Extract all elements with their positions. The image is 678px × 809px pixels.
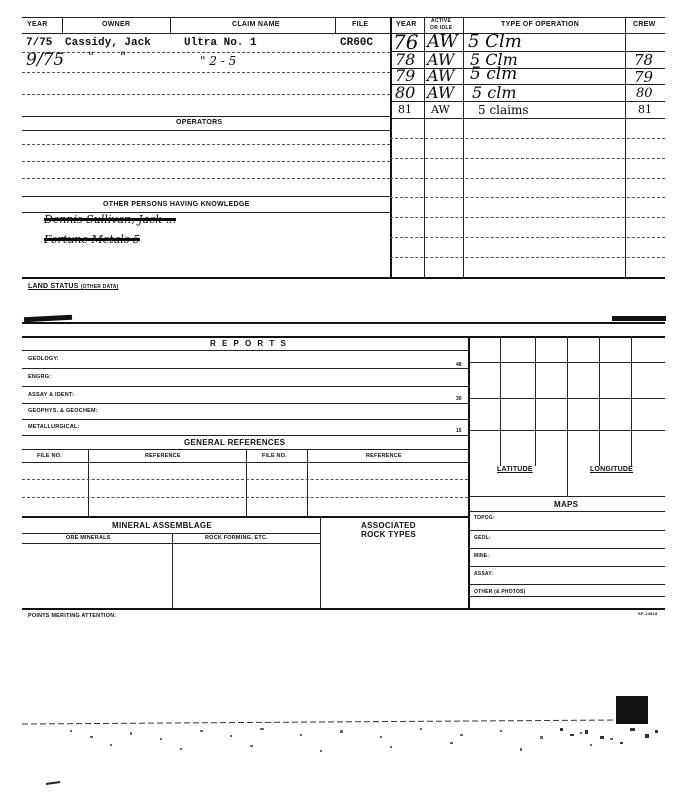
op-row-4-crew: 80 (636, 86, 653, 101)
report-metallurgical-num: 15 (456, 428, 462, 434)
others-struck-2: Fortune Metals 5 (44, 233, 140, 246)
map-other: OTHER (& PHOTOS) (474, 589, 526, 595)
op-row-1-year: 76 (393, 30, 419, 54)
header-crew: CREW (633, 21, 656, 28)
header-file: FILE (352, 21, 369, 28)
op-row-1-type: 5 Clm (468, 31, 522, 52)
points-meriting-attention: POINTS MERITING ATTENTION: (28, 613, 117, 619)
assoc-rock-2: ROCK TYPES (361, 530, 417, 539)
mineral-ore: ORE MINERALS (66, 535, 111, 541)
claim-row-1-file: CR60C (340, 37, 374, 49)
form-number: SP-14818 (638, 611, 658, 616)
op-row-4-status: AW (427, 83, 455, 102)
header-claim-name: CLAIM NAME (232, 21, 280, 28)
report-assay-num: 30 (456, 396, 462, 402)
map-mine: MINE: (474, 553, 490, 559)
mineral-rock-forming: ROCK FORMING, ETC. (205, 535, 268, 541)
op-row-5-year: 81 (398, 103, 412, 116)
op-row-3-type: 5 clm (470, 64, 518, 84)
op-row-3-crew: 79 (634, 68, 654, 86)
others-struck-1: Dennis Sullivan, Jack ... (44, 213, 176, 226)
map-geol: GEOL: (474, 535, 491, 541)
claim-row-2-claim: " 2 - 5 (200, 54, 237, 68)
header-or-idle: OR IDLE (430, 25, 453, 31)
gr-col-file-no-2: FILE NO. (262, 453, 287, 459)
op-row-2-year: 78 (395, 50, 416, 69)
assoc-rock-1: ASSOCIATED (361, 521, 416, 530)
claim-row-2-owner-2: " (120, 50, 126, 65)
maps-title: MAPS (554, 500, 579, 509)
header-owner: OWNER (102, 21, 131, 28)
latitude-label: LATITUDE (497, 466, 533, 473)
op-row-3-year: 79 (395, 66, 416, 85)
report-geology: GEOLOGY: (28, 356, 59, 362)
gr-col-reference-2: REFERENCE (366, 453, 402, 459)
claim-row-1-claim: Ultra No. 1 (184, 37, 257, 49)
report-geophys: GEOPHYS. & GEOCHEM: (28, 408, 98, 414)
op-row-5-status: AW (431, 103, 450, 116)
gr-col-file-no-1: FILE NO. (37, 453, 62, 459)
claim-row-2-owner: " (88, 50, 94, 65)
land-status-label: LAND STATUS (OTHER DATA) (28, 283, 119, 290)
map-topog: TOPOG: (474, 515, 495, 521)
report-metallurgical: METALLURGICAL: (28, 424, 80, 430)
report-geology-num: 48 (456, 362, 462, 368)
op-row-4-year: 80 (395, 83, 416, 102)
header-type-of-operation: TYPE OF OPERATION (501, 21, 580, 28)
op-row-5-type: 5 claims (478, 103, 529, 117)
scan-noise (0, 690, 678, 800)
claim-row-1-owner: Cassidy, Jack (65, 37, 151, 49)
longitude-label: LONGITUDE (590, 466, 634, 473)
mineral-title: MINERAL ASSEMBLAGE (112, 521, 213, 530)
reports-title: R E P O R T S (210, 339, 288, 348)
operators-title: OPERATORS (176, 119, 223, 126)
claim-row-1-year: 7/75 (26, 37, 53, 49)
op-row-2-crew: 78 (634, 51, 654, 69)
claim-row-2-year: 9/75 (26, 50, 65, 70)
op-row-2-status: AW (427, 50, 455, 69)
report-assay: ASSAY & IDENT: (28, 392, 74, 398)
gr-col-reference-1: REFERENCE (145, 453, 181, 459)
op-row-3-status: AW (427, 66, 455, 85)
map-assay: ASSAY: (474, 571, 494, 577)
op-row-5-crew: 81 (638, 103, 652, 116)
report-engrg: ENGRG: (28, 374, 52, 380)
op-row-2-type: 5 Clm (470, 50, 518, 69)
op-row-1-status: AW (427, 31, 458, 52)
header-active: ACTIVE (431, 18, 452, 24)
header-year: YEAR (27, 21, 48, 28)
op-row-4-type: 5 clm (472, 83, 517, 102)
general-refs-title: GENERAL REFERENCES (184, 438, 286, 447)
others-title: OTHER PERSONS HAVING KNOWLEDGE (103, 201, 250, 208)
header-year-2: YEAR (396, 21, 417, 28)
